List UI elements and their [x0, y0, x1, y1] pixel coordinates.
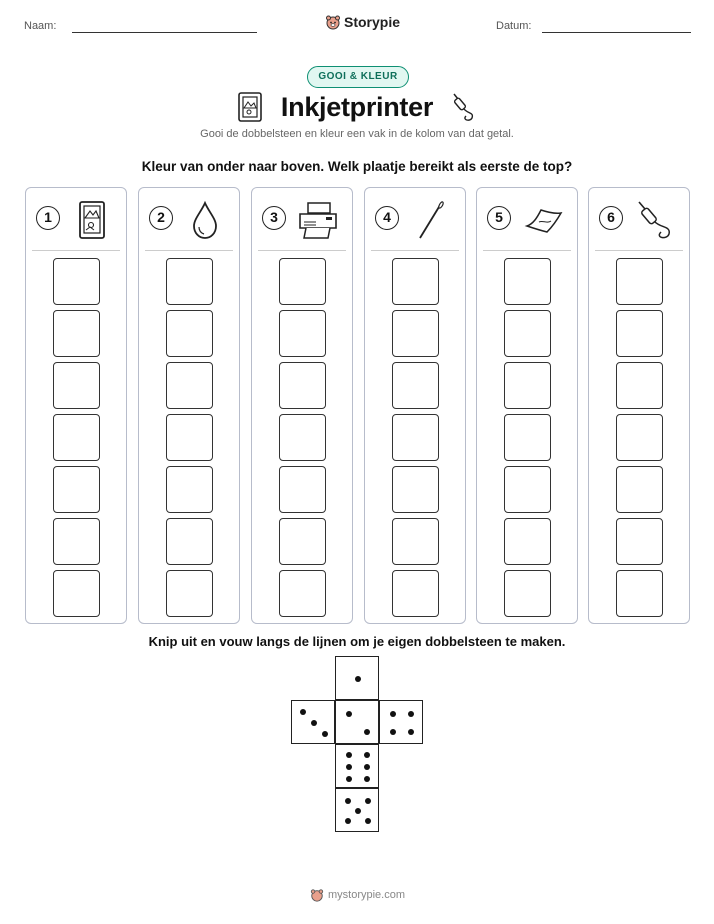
column-2 — [138, 187, 240, 624]
dice-pip — [408, 729, 414, 735]
date-label: Datum: — [496, 20, 532, 32]
color-cell[interactable] — [616, 518, 663, 565]
color-cell[interactable] — [504, 258, 551, 305]
column-divider — [595, 250, 683, 251]
brand-name: Storypie — [344, 14, 401, 30]
brand-logo — [325, 14, 400, 30]
dice-pip — [346, 764, 352, 770]
color-cell[interactable] — [504, 466, 551, 513]
soldering-iron-icon — [633, 198, 677, 242]
dice-face-5 — [335, 788, 379, 832]
name-line[interactable] — [72, 32, 257, 33]
question-text: Kleur van onder naar boven. Welk plaatje bereikt als eerste de top? — [141, 159, 573, 174]
ink-drop-icon — [183, 198, 227, 242]
column-header — [477, 188, 577, 250]
dice-pip — [355, 808, 361, 814]
soldering-iron-icon — [448, 90, 478, 124]
dice-pip — [408, 711, 414, 717]
dice-face-6 — [335, 744, 379, 788]
column-number: 4 — [375, 206, 399, 230]
column-divider — [371, 250, 459, 251]
color-cell[interactable] — [279, 570, 326, 617]
dice-face-2 — [335, 700, 379, 744]
column-header — [365, 188, 465, 250]
color-cell[interactable] — [279, 258, 326, 305]
color-cell[interactable] — [166, 518, 213, 565]
column-4 — [364, 187, 466, 624]
dice-pip — [390, 729, 396, 735]
dice-pip — [365, 798, 371, 804]
dice-pip — [345, 818, 351, 824]
framed-picture-icon — [70, 198, 114, 242]
column-number: 2 — [149, 206, 173, 230]
color-cell[interactable] — [392, 570, 439, 617]
color-cell[interactable] — [616, 414, 663, 461]
color-cell[interactable] — [53, 414, 100, 461]
column-divider — [483, 250, 571, 251]
color-cell[interactable] — [616, 362, 663, 409]
color-cell[interactable] — [53, 310, 100, 357]
name-label: Naam: — [24, 20, 57, 32]
color-cell[interactable] — [392, 258, 439, 305]
column-number: 5 — [487, 206, 511, 230]
column-6 — [588, 187, 690, 624]
color-cell[interactable] — [53, 362, 100, 409]
dice-pip — [346, 776, 352, 782]
dice-face-1 — [335, 656, 379, 700]
color-cell[interactable] — [392, 518, 439, 565]
dice-instruction: Knip uit en vouw langs de lijnen om je eigen dobbelsteen te maken. — [148, 634, 566, 649]
color-cell[interactable] — [53, 570, 100, 617]
footer-url[interactable]: mystorypie.com — [328, 889, 406, 901]
color-cell[interactable] — [504, 518, 551, 565]
page-subtitle: Gooi de dobbelsteen en kleur een vak in de kolom van dat getal. — [200, 128, 514, 140]
dice-pip — [364, 764, 370, 770]
color-cell[interactable] — [279, 518, 326, 565]
color-cell[interactable] — [166, 310, 213, 357]
dice-pip — [311, 720, 317, 726]
column-divider — [32, 250, 120, 251]
dice-pip — [345, 798, 351, 804]
dice-pip — [346, 752, 352, 758]
dice-pip — [355, 676, 361, 682]
color-cell[interactable] — [616, 570, 663, 617]
color-cell[interactable] — [392, 310, 439, 357]
column-header — [589, 188, 689, 250]
color-cell[interactable] — [504, 414, 551, 461]
color-cell[interactable] — [616, 258, 663, 305]
color-cell[interactable] — [392, 466, 439, 513]
dice-pip — [365, 818, 371, 824]
color-cell[interactable] — [279, 362, 326, 409]
color-cell[interactable] — [279, 466, 326, 513]
color-cell[interactable] — [53, 258, 100, 305]
activity-badge: GOOI & KLEUR — [307, 66, 409, 88]
column-number: 3 — [262, 206, 286, 230]
dice-pip — [390, 711, 396, 717]
bear-icon — [325, 14, 341, 30]
color-cell[interactable] — [53, 466, 100, 513]
column-divider — [258, 250, 346, 251]
dice-face-3 — [291, 700, 335, 744]
color-cell[interactable] — [166, 258, 213, 305]
dice-pip — [364, 752, 370, 758]
dice-pip — [364, 776, 370, 782]
page-title: Inkjetprinter — [280, 92, 434, 122]
color-cell[interactable] — [616, 310, 663, 357]
footer — [310, 888, 405, 902]
column-3 — [251, 187, 353, 624]
color-cell[interactable] — [392, 414, 439, 461]
dice-pip — [346, 711, 352, 717]
column-number: 1 — [36, 206, 60, 230]
column-header — [252, 188, 352, 250]
color-cell[interactable] — [166, 414, 213, 461]
date-line[interactable] — [542, 32, 691, 33]
dice-pip — [322, 731, 328, 737]
dice-pip — [364, 729, 370, 735]
needle-icon — [409, 198, 453, 242]
column-1 — [25, 187, 127, 624]
color-cell[interactable] — [279, 414, 326, 461]
color-cell[interactable] — [504, 570, 551, 617]
column-divider — [145, 250, 233, 251]
color-cell[interactable] — [166, 570, 213, 617]
color-cell[interactable] — [279, 310, 326, 357]
color-cell[interactable] — [504, 362, 551, 409]
column-5 — [476, 187, 578, 624]
column-header — [139, 188, 239, 250]
color-cell[interactable] — [392, 362, 439, 409]
printer-icon — [296, 198, 340, 242]
paper-sheet-icon — [521, 198, 565, 242]
color-cell[interactable] — [504, 310, 551, 357]
color-cell[interactable] — [616, 466, 663, 513]
framed-picture-icon — [237, 92, 263, 122]
bear-icon — [310, 888, 324, 902]
column-header — [26, 188, 126, 250]
color-cell[interactable] — [166, 362, 213, 409]
color-cell[interactable] — [166, 466, 213, 513]
color-cell[interactable] — [53, 518, 100, 565]
dice-pip — [300, 709, 306, 715]
dice-face-4 — [379, 700, 423, 744]
column-number: 6 — [599, 206, 623, 230]
